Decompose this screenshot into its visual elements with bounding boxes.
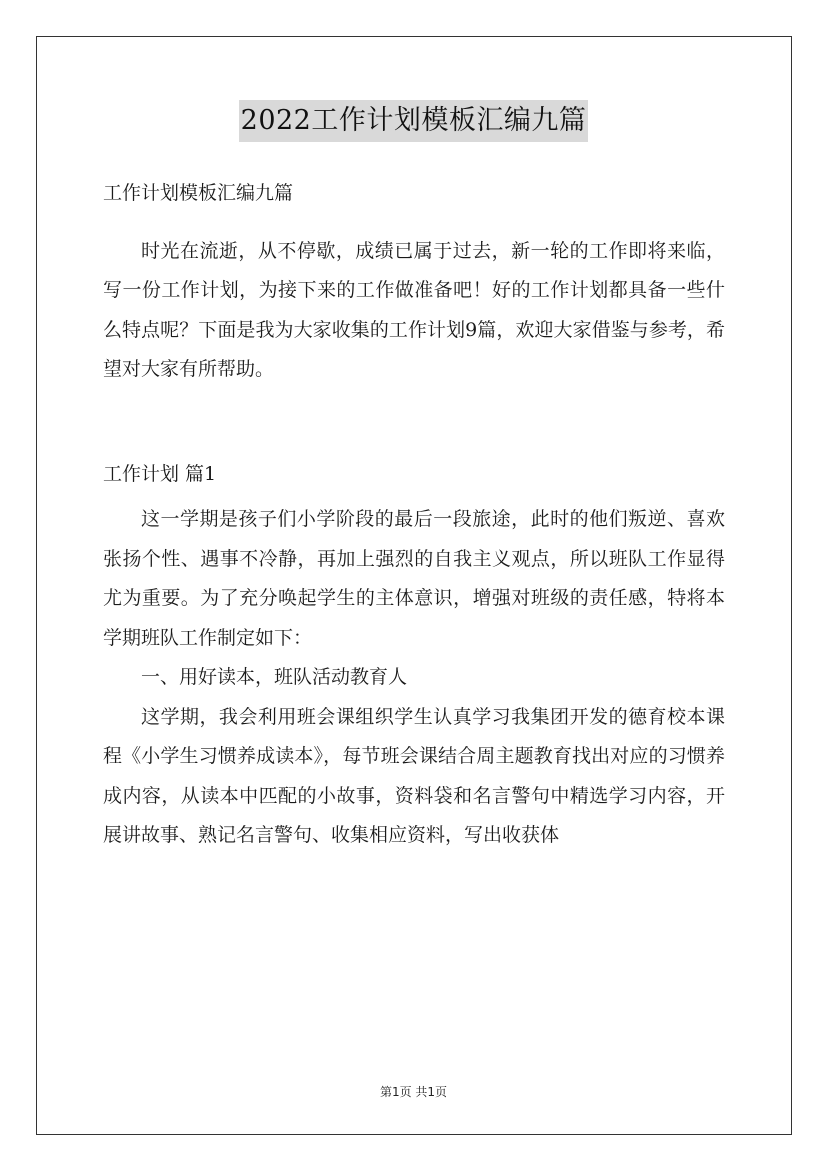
- page-footer: [0, 1083, 827, 1100]
- section-spacer: [103, 390, 725, 455]
- section-paragraph-2: 这学期，我会利用班会课组织学生认真学习我集团开发的德育校本课程《小学生习惯养成读本》，每节班会课结合周主题教育找出对应的习惯养成内容，从读本中匹配的小故事，资料袋和名言警句中精选学习内容，开展讲故事、熟记名言警句、收集相应资料，写出收获体: [103, 705, 725, 846]
- section-heading: 工作计划 篇1: [103, 462, 217, 485]
- intro-paragraph: 时光在流逝，从不停歇，成绩已属于过去，新一轮的工作即将来临，写一份工作计划，为接下来的工作做准备吧！好的工作计划都具备一些什么特点呢？下面是我为大家收集的工作计划9篇，欢迎大家借鉴与参考，希望对大家有所帮助。: [103, 239, 725, 380]
- title-container: [0, 100, 827, 142]
- document-title: 2022工作计划模板汇编九篇: [239, 100, 589, 142]
- page-indicator: 第1页 共1页: [379, 1085, 448, 1099]
- section-item-1: 一、用好读本，班队活动教育人: [141, 666, 408, 688]
- section-paragraph-1: 这一学期是孩子们小学阶段的最后一段旅途，此时的他们叛逆、喜欢张扬个性、遇事不冷静，再加上强烈的自我主义观点，所以班队工作显得尤为重要。为了充分唤起学生的主体意识，增强对班级的责任感，特将本学期班队工作制定如下：: [103, 508, 725, 649]
- document-body: [103, 174, 725, 856]
- document-subtitle: 工作计划模板汇编九篇: [103, 182, 294, 204]
